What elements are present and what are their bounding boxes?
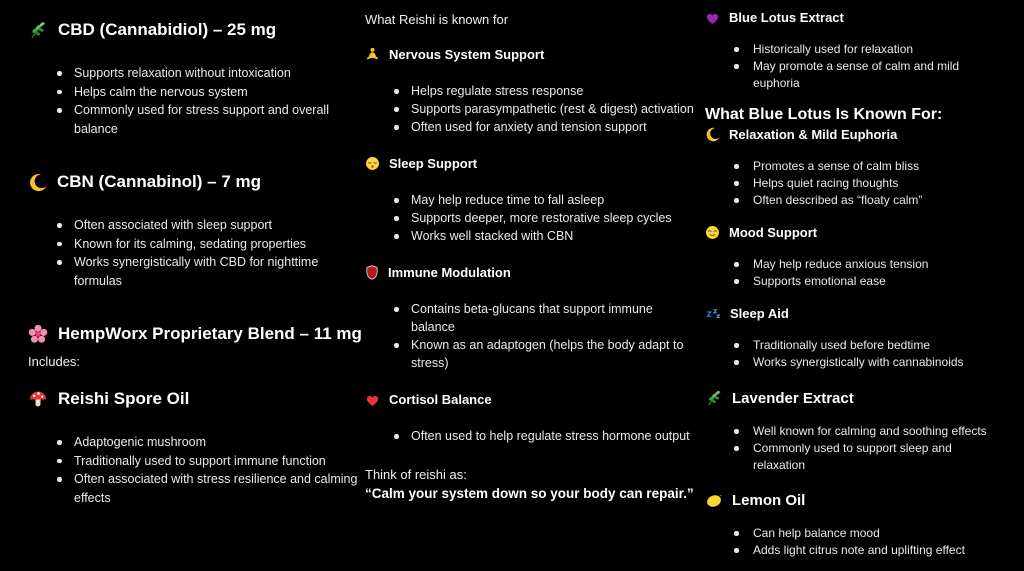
section-heading xyxy=(705,127,1005,142)
reishi-known-for-label: What Reishi is known for xyxy=(365,12,509,27)
section-title: Lavender Extract xyxy=(732,389,854,407)
section-title: Lemon Oil xyxy=(732,492,806,509)
person-meditating-icon xyxy=(365,47,380,62)
bullet-item: Promotes a sense of calm bliss xyxy=(705,158,1005,175)
section-title: Nervous System Support xyxy=(389,47,545,62)
section-heading xyxy=(28,20,358,40)
bullet-item: Supports parasympathetic (rest & digest) activation xyxy=(365,100,695,118)
section-heading xyxy=(365,392,695,407)
section-title: Mood Support xyxy=(729,225,818,240)
bullet-list xyxy=(28,433,358,507)
bullet-item: Traditionally used before bedtime xyxy=(705,337,1005,354)
section-cortisol-balance xyxy=(365,392,695,445)
section-title: Blue Lotus Extract xyxy=(729,10,844,25)
section-heading xyxy=(28,172,358,192)
section-mood-support xyxy=(705,225,1005,290)
section-nervous-system-support xyxy=(365,47,695,136)
purple-heart-icon xyxy=(705,11,720,25)
bullet-item: Often used for anxiety and tension support xyxy=(365,118,695,136)
bullet-item: Supports relaxation without intoxication xyxy=(28,64,358,83)
crescent-moon-icon xyxy=(28,173,47,192)
relieved-face-icon xyxy=(705,225,720,240)
blue-lotus-known-for-heading: What Blue Lotus Is Known For: xyxy=(705,106,943,123)
bullet-item: Adds light citrus note and uplifting effect xyxy=(705,542,1005,559)
section-title: Sleep Aid xyxy=(730,306,789,321)
bullet-item: Can help balance mood xyxy=(705,525,1005,542)
bullet-item: Commonly used for stress support and overall balance xyxy=(28,101,358,138)
section-relaxation-mild-euphoria xyxy=(705,127,1005,209)
bullet-list xyxy=(705,256,1005,290)
bullet-list xyxy=(365,82,695,136)
section-title: CBD (Cannabidiol) – 25 mg xyxy=(58,20,277,39)
section-title: Reishi Spore Oil xyxy=(58,389,190,408)
section-blue-lotus-extract xyxy=(705,10,1005,92)
bullet-list xyxy=(28,216,358,290)
bullet-item: Historically used for relaxation xyxy=(705,41,1005,58)
section-heading xyxy=(365,47,695,62)
bullet-item: Often associated with sleep support xyxy=(28,216,358,235)
bullet-list xyxy=(365,300,695,372)
section-heading xyxy=(365,265,695,280)
bullet-item: Often associated with stress resilience and calming effects xyxy=(28,470,358,507)
bullet-item: Helps regulate stress response xyxy=(365,82,695,100)
bullet-list xyxy=(28,64,358,138)
herb-icon xyxy=(705,389,723,407)
section-title: Sleep Support xyxy=(389,156,478,171)
section-heading xyxy=(28,389,358,409)
shield-icon xyxy=(365,265,379,280)
bullet-list xyxy=(365,191,695,245)
section-heading xyxy=(705,10,1005,25)
section-heading xyxy=(705,306,1005,321)
section-title: HempWorx Proprietary Blend – 11 mg xyxy=(58,324,362,343)
bullet-item: Works synergistically with cannabinoids xyxy=(705,354,1005,371)
bullet-item: Often used to help regulate stress hormone output xyxy=(365,427,695,445)
section-cbd xyxy=(28,20,358,138)
bullet-item: Helps calm the nervous system xyxy=(28,83,358,102)
section-heading xyxy=(705,225,1005,240)
section-immune-modulation xyxy=(365,265,695,372)
section-heading xyxy=(705,492,1005,509)
bullet-item: Known as an adaptogen (helps the body adapt to stress) xyxy=(365,336,695,372)
section-lemon-oil xyxy=(705,492,1005,559)
section-title: Immune Modulation xyxy=(388,265,511,280)
bullet-item: Often described as “floaty calm” xyxy=(705,192,1005,209)
bullet-list xyxy=(705,158,1005,209)
bullet-list xyxy=(705,337,1005,371)
bullet-item: May promote a sense of calm and mild euphoria xyxy=(705,58,1005,92)
cherry-blossom-icon xyxy=(28,324,48,344)
red-heart-icon xyxy=(365,393,380,407)
bullet-list xyxy=(705,525,1005,559)
section-title: CBN (Cannabinol) – 7 mg xyxy=(57,172,262,191)
section-sleep-aid xyxy=(705,306,1005,371)
section-lavender-extract xyxy=(705,389,1005,474)
section-reishi-spore-oil xyxy=(28,389,358,507)
column-middle xyxy=(365,10,695,559)
section-heading xyxy=(705,389,1005,407)
bullet-item: Works well stacked with CBN xyxy=(365,227,695,245)
bullet-item: Known for its calming, sedating properties xyxy=(28,235,358,254)
lemon-icon xyxy=(705,493,723,509)
mushroom-icon xyxy=(28,389,48,409)
column-right xyxy=(705,10,1005,559)
bullet-item: May help reduce anxious tension xyxy=(705,256,1005,273)
bullet-item: Traditionally used to support immune function xyxy=(28,452,358,471)
bullet-list xyxy=(705,423,1005,474)
section-cbn xyxy=(28,172,358,290)
zzz-icon xyxy=(705,306,721,321)
section-heading xyxy=(365,156,695,171)
section-title: Cortisol Balance xyxy=(389,392,492,407)
section-heading xyxy=(28,324,362,344)
section-sleep-support xyxy=(365,156,695,245)
reishi-summary-label: Think of reishi as: xyxy=(365,467,467,482)
bullet-item: Commonly used to support sleep and relaxation xyxy=(705,440,1005,474)
bullet-item: May help reduce time to fall asleep xyxy=(365,191,695,209)
bullet-item: Helps quiet racing thoughts xyxy=(705,175,1005,192)
column-left xyxy=(28,10,362,559)
includes-label: Includes: xyxy=(28,354,81,369)
bullet-item: Supports emotional ease xyxy=(705,273,1005,290)
herb-icon xyxy=(28,20,48,40)
bullet-list xyxy=(705,41,1005,92)
bullet-item: Works synergistically with CBD for nighttime formulas xyxy=(28,253,358,290)
bullet-item: Contains beta-glucans that support immune balance xyxy=(365,300,695,336)
reishi-summary-quote: “Calm your system down so your body can repair.” xyxy=(365,486,694,501)
bullet-list xyxy=(365,427,695,445)
section-hempworx-blend xyxy=(28,324,362,369)
bullet-item: Well known for calming and soothing effects xyxy=(705,423,1005,440)
crescent-moon-icon xyxy=(705,127,720,142)
bullet-item: Supports deeper, more restorative sleep cycles xyxy=(365,209,695,227)
bullet-item: Adaptogenic mushroom xyxy=(28,433,358,452)
section-title: Relaxation & Mild Euphoria xyxy=(729,127,898,142)
sleeping-face-icon xyxy=(365,156,380,171)
